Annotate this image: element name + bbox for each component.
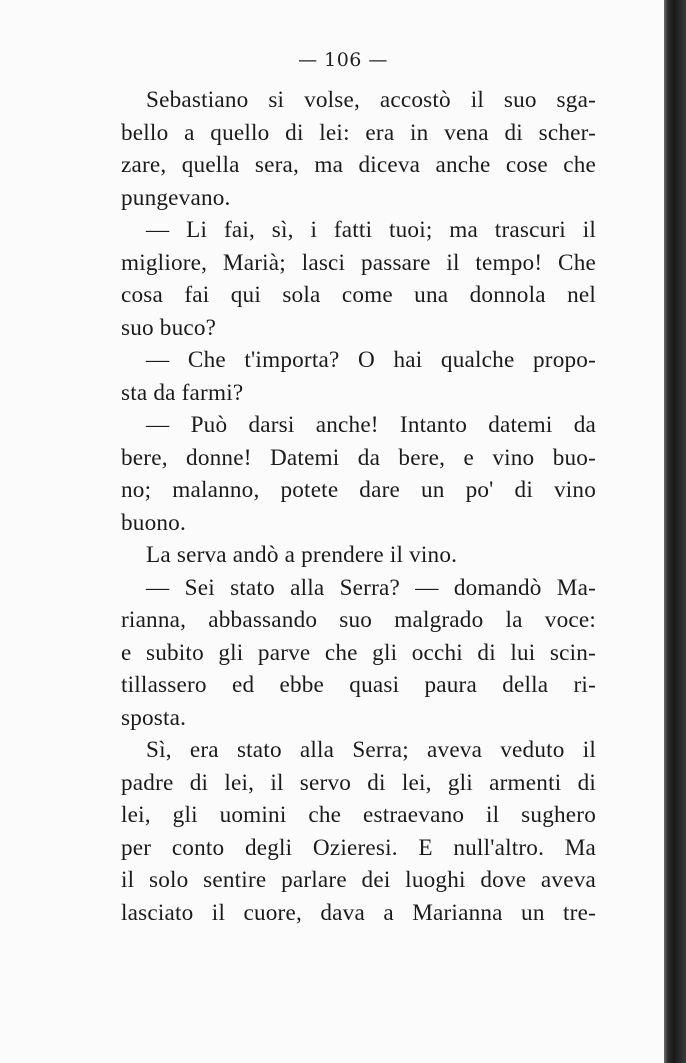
text-line: lei, gli uomini che estraevano il sughero — [121, 802, 596, 828]
text-line: — Può darsi anche! Intanto datemi da — [146, 412, 596, 438]
text-line: tillassero ed ebbe quasi paura della ri- — [121, 672, 596, 698]
body-text — [121, 84, 596, 929]
text-line: e subito gli parve che gli occhi di lui scin- — [121, 639, 596, 666]
text-line: pungevano. — [121, 184, 231, 211]
text-line: rianna, abbassando suo malgrado la voce: — [121, 607, 596, 633]
text-line: suo buco? — [121, 314, 217, 341]
text-line: sposta. — [121, 704, 187, 731]
page-number: — 106 — — [298, 49, 388, 71]
text-line: sta da farmi? — [121, 379, 244, 406]
text-line: Sì, era stato alla Serra; aveva veduto il — [146, 737, 596, 763]
text-line: il solo sentire parlare dei luoghi dove aveva — [121, 867, 596, 893]
text-line: no; malanno, potete dare un po' di vino — [121, 477, 596, 503]
page-edge-shadow — [664, 0, 686, 1063]
text-line: lasciato il cuore, dava a Marianna un tre- — [121, 899, 596, 926]
text-line: — Che t'importa? O hai qualche propo- — [146, 347, 596, 373]
text-line: buono. — [121, 509, 186, 536]
text-line: padre di lei, il servo di lei, gli armenti di — [121, 769, 596, 796]
text-line: — Li fai, sì, i fatti tuoi; ma trascuri il — [146, 217, 596, 243]
text-line: cosa fai qui sola come una donnola nel — [121, 282, 596, 308]
text-line: La serva andò a prendere il vino. — [146, 542, 458, 568]
text-line: bello a quello di lei: era in vena di scher- — [121, 119, 596, 146]
text-line: migliore, Marià; lasci passare il tempo! Che — [121, 249, 596, 276]
text-line: Sebastiano si volse, accostò il suo sga- — [146, 87, 596, 113]
text-line: per conto degli Ozieresi. E null'altro. Ma — [121, 834, 596, 861]
text-line: — Sei stato alla Serra? — domandò Ma- — [146, 574, 596, 601]
text-line: bere, donne! Datemi da bere, e vino buo- — [121, 444, 596, 471]
text-line: zare, quella sera, ma diceva anche cose che — [121, 152, 596, 178]
